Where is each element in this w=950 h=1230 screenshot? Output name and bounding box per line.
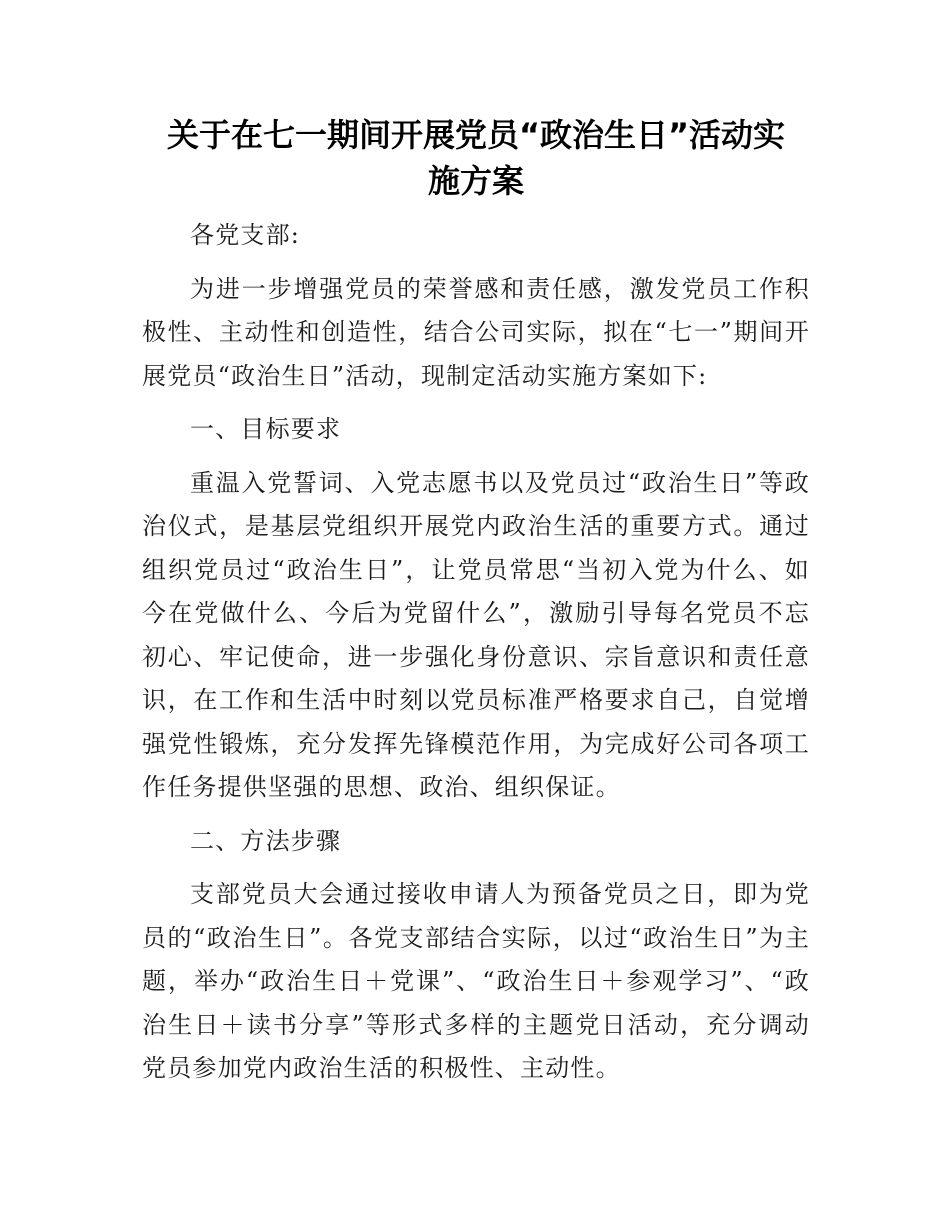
document-page: [142, 112, 810, 1091]
salutation: 各党支部:: [190, 221, 301, 249]
title-line-2: 施方案: [427, 162, 524, 200]
title-line-1: 关于在七一期间开展党员“政治生日”活动实: [166, 116, 786, 154]
section-1-body: 重温入党誓词、入党志愿书以及党员过“政治生日”等政治仪式，是基层党组织开展党内政治生活的重要方式。通过组织党员过“政治生日”，让党员常思“当初入党为什么、如今在党做什么、今后为党留什么”，激励引导每名党员不忘初心、牢记使命，进一步强化身份意识、宗旨意识和责任意识，在工作和生活中时刻以党员标准严格要求自己，自觉增强党性锻炼，充分发挥先锋模范作用，为完成好公司各项工作任务提供坚强的思想、政治、组织保证。: [142, 468, 810, 801]
intro-paragraph: 为进一步增强党员的荣誉感和责任感，激发党员工作积极性、主动性和创造性，结合公司实际，拟在“七一”期间开展党员“政治生日”活动，现制定活动实施方案如下:: [142, 274, 810, 390]
section-2-heading: 二、方法步骤: [190, 826, 342, 855]
document-title: [142, 112, 810, 204]
section-2-body: 支部党员大会通过接收申请人为预备党员之日，即为党员的“政治生日”。各党支部结合实际，以过“政治生日”为主题，举办“政治生日＋党课”、“政治生日＋参观学习”、“政治生日＋读书分享”等形式多样的主题党日活动，充分调动党员参加党内政治生活的积极性、主动性。: [142, 880, 810, 1082]
section-1-heading: 一、目标要求: [190, 415, 342, 443]
